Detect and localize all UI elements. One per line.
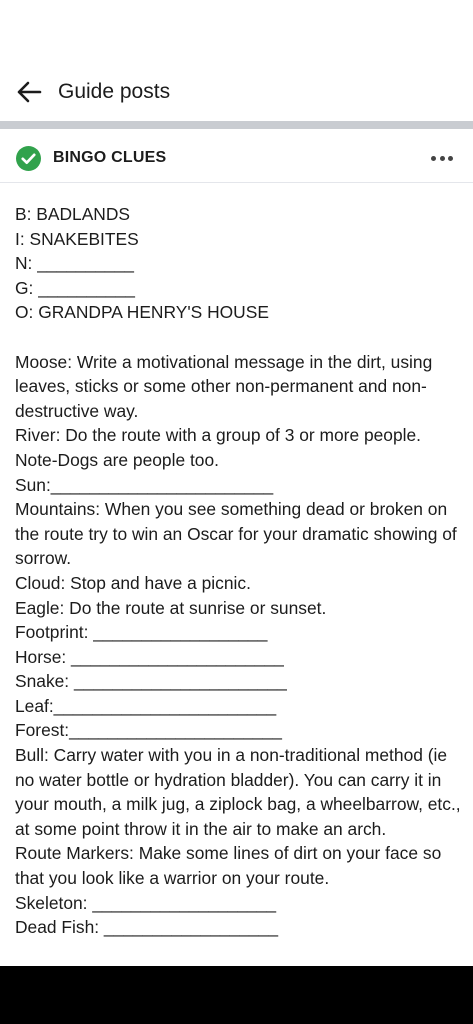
clue-line: Horse: ______________________ <box>15 646 284 667</box>
bingo-line: O: GRANDPA HENRY'S HOUSE <box>15 302 269 323</box>
more-dot <box>448 156 453 161</box>
section-divider <box>0 121 473 129</box>
clue-line: River: Do the route with a group of 3 or more people. Note-Dogs are people too. <box>15 425 421 470</box>
clue-line: Sun:_______________________ <box>15 474 274 495</box>
more-horizontal-icon <box>431 156 436 161</box>
clue-line: Skeleton: ___________________ <box>15 892 277 913</box>
clue-line: Footprint: __________________ <box>15 622 268 643</box>
clue-line: Mountains: When you see something dead or broken on the route try to win an Oscar for your dramatic showing of sorrow. <box>15 499 457 569</box>
clue-line: Route Markers: Make some lines of dirt on your face so that you look like a warrior on your route. <box>15 843 442 889</box>
bingo-line: B: BADLANDS <box>15 204 131 224</box>
bingo-line: N: __________ <box>15 253 134 274</box>
more-dot <box>440 156 445 161</box>
clue-line: Bull: Carry water with you in a non-traditional method (ie no water bottle or hydration bladder). You can carry it in your mouth, a milk jug, a ziplock bag, a wheelbarrow, etc., at some point throw it in the air to make an arch. <box>15 745 461 839</box>
paragraph-gap <box>15 325 463 350</box>
page-title: Guide posts <box>58 80 171 103</box>
arrow-left-icon <box>16 81 42 103</box>
bingo-line: I: SNAKEBITES <box>15 228 139 249</box>
green-check-icon <box>16 146 41 171</box>
clue-line: Snake: ______________________ <box>15 671 287 692</box>
clue-line: Moose: Write a motivational message in the dirt, using leaves, sticks or some other non-permanent and non-destructive way. <box>15 351 433 421</box>
top-app-bar <box>0 66 473 118</box>
clue-line: Eagle: Do the route at sunrise or sunset. <box>15 597 327 618</box>
post-body <box>15 202 463 940</box>
clue-line: Forest:______________________ <box>15 720 282 741</box>
bingo-line: G: __________ <box>15 277 135 298</box>
back-button[interactable] <box>14 77 44 107</box>
clue-line: Leaf:_______________________ <box>15 695 277 716</box>
more-options-button[interactable] <box>431 148 453 168</box>
bottom-black-bar <box>0 966 473 1024</box>
post-title: BINGO CLUES <box>53 149 167 166</box>
post-header <box>0 134 473 183</box>
clue-line: Dead Fish: __________________ <box>15 917 279 938</box>
clue-line: Cloud: Stop and have a picnic. <box>15 572 251 593</box>
